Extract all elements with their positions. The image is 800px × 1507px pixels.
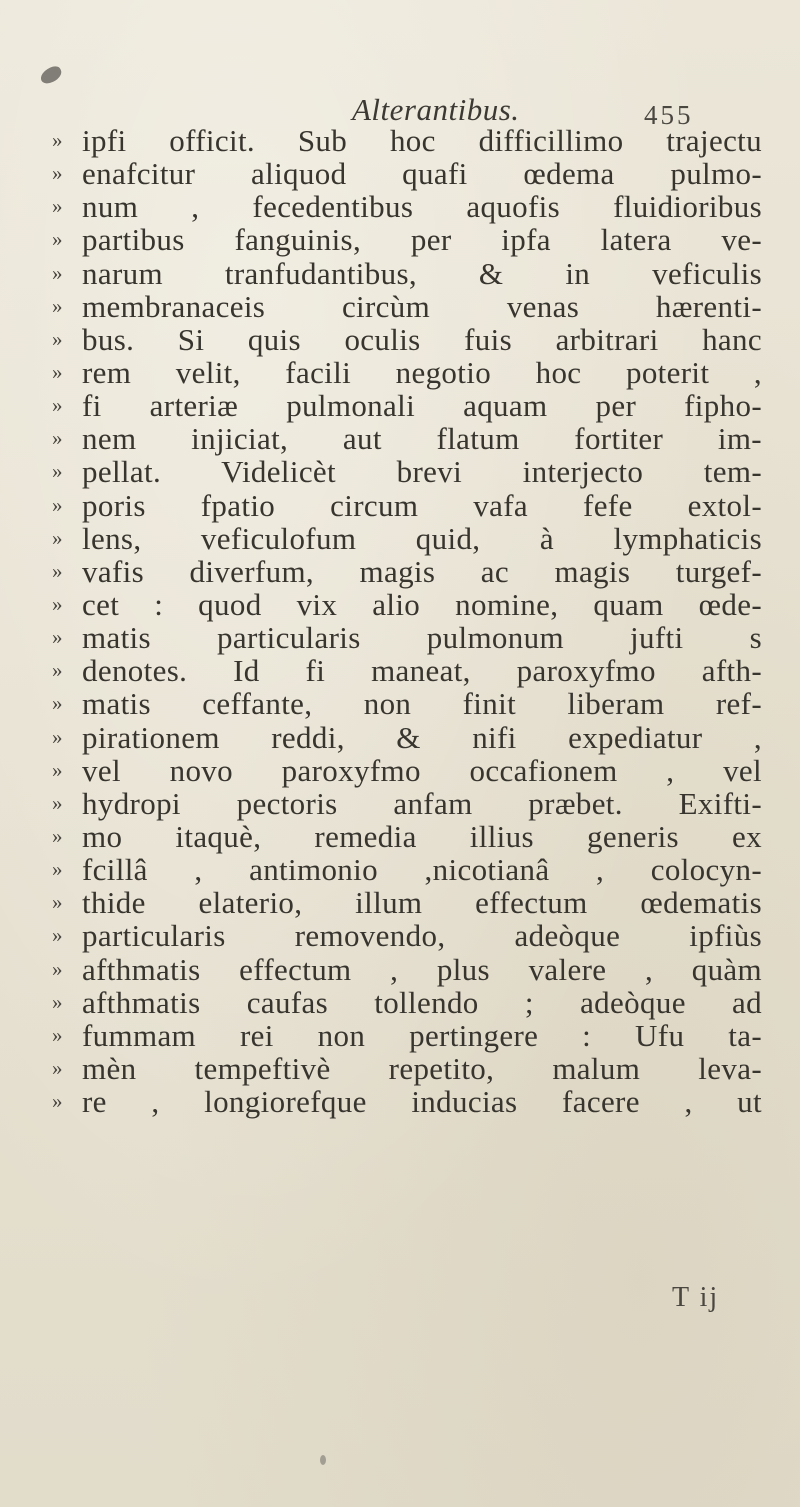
line-text: mo itaquè, remedia illius generis ex bbox=[82, 818, 762, 854]
quote-mark: » bbox=[52, 1055, 63, 1080]
quote-mark: » bbox=[52, 359, 63, 384]
text-line bbox=[52, 422, 762, 455]
text-line bbox=[52, 886, 762, 919]
running-head-title: Alterantibus. bbox=[352, 92, 520, 127]
page-number: 455 bbox=[644, 100, 694, 130]
text-line bbox=[52, 555, 762, 588]
line-text: denotes. Id fi maneat, paroxyfmo afth- bbox=[82, 653, 762, 689]
quote-mark: » bbox=[52, 956, 63, 981]
catchword: T ij bbox=[672, 1282, 720, 1313]
text-line bbox=[52, 754, 762, 787]
text-line bbox=[52, 290, 762, 323]
quote-mark: » bbox=[52, 989, 63, 1014]
text-line bbox=[52, 157, 762, 190]
line-text: pellat. Videlicèt brevi interjecto tem- bbox=[82, 454, 762, 490]
text-line bbox=[52, 455, 762, 488]
text-line bbox=[52, 1052, 762, 1085]
text-line bbox=[52, 853, 762, 886]
text-line bbox=[52, 1085, 762, 1118]
line-text: re , longiorefque inducias facere , ut bbox=[82, 1084, 762, 1120]
paper-stain bbox=[320, 1455, 326, 1465]
text-line bbox=[52, 223, 762, 256]
text-line bbox=[52, 522, 762, 555]
line-text: rem velit, facili negotio hoc poterit , bbox=[82, 354, 762, 390]
quote-mark: » bbox=[52, 591, 63, 616]
text-line bbox=[52, 389, 762, 422]
quote-mark: » bbox=[52, 525, 63, 550]
line-text: bus. Si quis oculis fuis arbitrari hanc bbox=[82, 321, 762, 357]
line-text: vel novo paroxyfmo occafionem , vel bbox=[82, 752, 762, 788]
text-line bbox=[52, 323, 762, 356]
quote-mark: » bbox=[52, 691, 63, 716]
quote-mark: » bbox=[52, 194, 63, 219]
quote-mark: » bbox=[52, 459, 63, 484]
quote-mark: » bbox=[52, 426, 63, 451]
line-text: num , fecedentibus aquofis fluidioribus bbox=[82, 189, 762, 225]
text-line bbox=[52, 919, 762, 952]
line-text: vafis diverfum, magis ac magis turgef- bbox=[82, 553, 762, 589]
quote-mark: » bbox=[52, 260, 63, 285]
line-text: hydropi pectoris anfam præbet. Exifti- bbox=[82, 785, 762, 821]
text-line bbox=[52, 124, 762, 157]
line-text: particularis removendo, adeòque ipfiùs bbox=[82, 918, 762, 954]
line-text: poris fpatio circum vafa fefe extol- bbox=[82, 487, 762, 523]
body-text bbox=[52, 123, 762, 1313]
quote-mark: » bbox=[52, 161, 63, 186]
line-text: enafcitur aliquod quafi œdema pulmo- bbox=[82, 156, 762, 192]
quote-mark: » bbox=[52, 128, 63, 152]
line-text: cet : quod vix alio nomine, quam œde- bbox=[82, 586, 762, 622]
line-text: fcillâ , antimonio ,nicotianâ , colocyn- bbox=[82, 852, 762, 888]
line-text: pirationem reddi, & nifi expediatur , bbox=[82, 719, 762, 755]
quote-mark: » bbox=[52, 757, 63, 782]
line-text: narum tranfudantibus, & in veficulis bbox=[82, 255, 762, 291]
quote-mark: » bbox=[52, 790, 63, 815]
quote-mark: » bbox=[52, 890, 63, 915]
quote-mark: » bbox=[52, 923, 63, 948]
text-line bbox=[52, 687, 762, 720]
text-line bbox=[52, 356, 762, 389]
line-text: thide elaterio, illum effectum œdematis bbox=[82, 885, 762, 921]
text-line bbox=[52, 721, 762, 754]
quote-mark: » bbox=[52, 492, 63, 517]
text-line bbox=[52, 820, 762, 853]
line-text: fi arteriæ pulmonali aquam per fipho- bbox=[82, 388, 762, 424]
quote-mark: » bbox=[52, 293, 63, 318]
quote-mark: » bbox=[52, 326, 63, 351]
text-line bbox=[52, 1019, 762, 1052]
line-text: afthmatis effectum , plus valere , quàm bbox=[82, 951, 762, 987]
quote-mark: » bbox=[52, 724, 63, 749]
text-line bbox=[52, 654, 762, 687]
quote-mark: » bbox=[52, 823, 63, 848]
quote-mark: » bbox=[52, 1089, 63, 1114]
line-text: matis particularis pulmonum jufti s bbox=[82, 620, 762, 656]
quote-mark: » bbox=[52, 227, 63, 252]
line-text: mèn tempeftivè repetito, malum leva- bbox=[82, 1050, 762, 1086]
line-text: partibus fanguinis, per ipfa latera ve- bbox=[82, 222, 762, 258]
line-text: ipfi officit. Sub hoc difficillimo trajectu bbox=[82, 123, 762, 158]
text-line bbox=[52, 787, 762, 820]
quote-mark: » bbox=[52, 625, 63, 650]
text-line bbox=[52, 953, 762, 986]
line-text: lens, veficulofum quid, à lymphaticis bbox=[82, 520, 762, 556]
ink-blot bbox=[38, 64, 64, 86]
text-line bbox=[52, 190, 762, 223]
line-text: membranaceis circùm venas hærenti- bbox=[82, 288, 762, 324]
quote-mark: » bbox=[52, 658, 63, 683]
text-line bbox=[52, 257, 762, 290]
text-line bbox=[52, 621, 762, 654]
text-line bbox=[52, 588, 762, 621]
line-text: nem injiciat, aut flatum fortiter im- bbox=[82, 421, 762, 457]
line-text: afthmatis caufas tollendo ; adeòque ad bbox=[82, 984, 762, 1020]
line-text: matis ceffante, non finit liberam ref- bbox=[82, 686, 762, 722]
quote-mark: » bbox=[52, 558, 63, 583]
line-text: fummam rei non pertingere : Ufu ta- bbox=[82, 1017, 762, 1053]
text-line bbox=[52, 489, 762, 522]
text-line bbox=[52, 986, 762, 1019]
quote-mark: » bbox=[52, 1022, 63, 1047]
quote-mark: » bbox=[52, 857, 63, 882]
quote-mark: » bbox=[52, 393, 63, 418]
